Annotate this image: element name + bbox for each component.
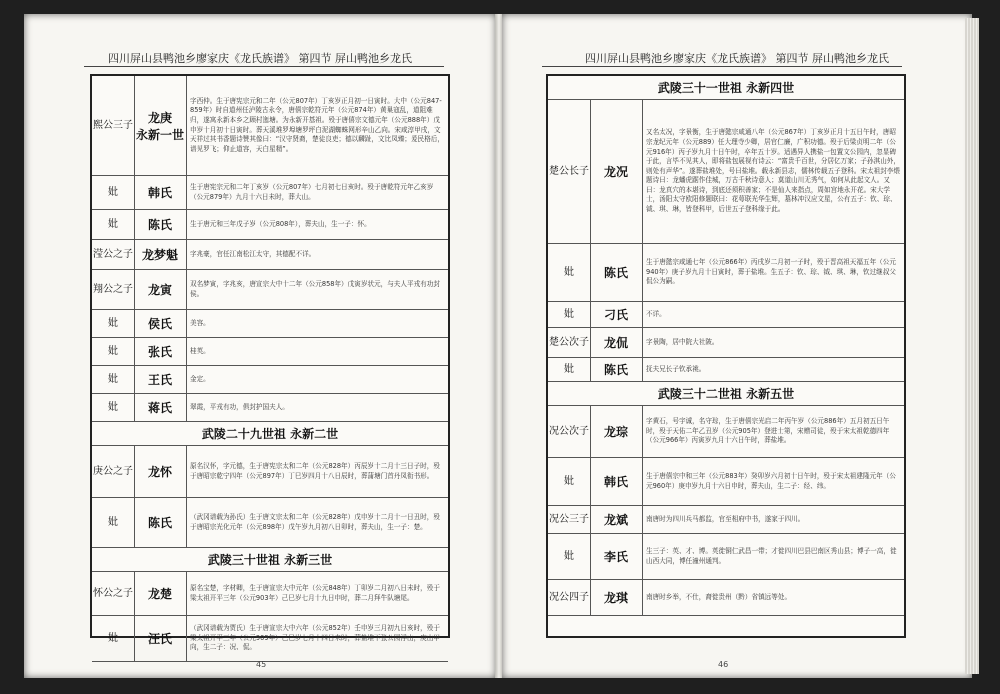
table-row: [92, 176, 448, 210]
biography-text: 桂英。: [190, 346, 210, 355]
header-rule: [542, 66, 902, 67]
relation-cell: 庚公之子: [92, 446, 135, 497]
person-name-cell: 张氏: [134, 338, 187, 365]
biography-text: （武冈谱载为孙氏）生于唐文宗太和二年（公元828年）戊申岁十二月十一日丑时，殁于唐昭宗光化元年（公元898年）戊午岁九月初八日卯时，葬夫山，生一子：楚。: [190, 512, 440, 531]
table-row: [92, 310, 448, 338]
person-name-cell: 李氏: [590, 534, 643, 579]
person-name-cell: 陈氏: [590, 358, 643, 381]
person-name-cell: 龙楚: [134, 572, 187, 615]
relation-cell: 妣: [92, 310, 135, 337]
generation-heading: 武陵三十一世祖 永新四世: [548, 76, 904, 100]
generation-heading: 武陵二十九世祖 永新二世: [92, 422, 448, 446]
biography-text: 生于唐懿宗咸通七年（公元866年）丙戌岁二月初一子时，殁于晋高祖天福五年（公元940年）庚子岁九月十日寅时，葬于盐堆。生五子：钦、琮、钺、琪、琳，钦过继叔父侃公为嗣。: [646, 258, 896, 286]
biography-text: 原名汉怀，字元德，生于唐宪宗太和二年（公元828年）丙辰岁十二月十三日子时，殁于唐昭宗乾宁四年（公元897年）丁巳岁四月十八日辰时，葬蒲塘门首丹凤衔书形。: [190, 461, 440, 480]
table-row: [548, 328, 904, 358]
generation-heading: 武陵三十世祖 永新三世: [92, 548, 448, 572]
biography-text: 生于唐元和三年戊子岁（公元808年），葬夫山，生一子：怀。: [190, 219, 371, 228]
left-page-header: 四川屏山县鸭池乡廖家庆《龙氏族谱》 第四节 屏山鸭池乡龙氏: [108, 52, 412, 65]
person-name-cell: 陈氏: [590, 244, 643, 301]
table-row: [548, 506, 904, 534]
person-name-cell: 王氏: [134, 366, 187, 393]
person-name-cell: 蒋氏: [134, 394, 187, 421]
table-row: [92, 366, 448, 394]
person-name-cell: 陈氏: [134, 498, 187, 547]
biography-text: 字兆豪，官任江南松江太守，其德配不详。: [190, 249, 316, 258]
table-row: [92, 572, 448, 616]
biography-text: 字西仲。生于唐宪宗元和二年（公元807年）丁亥岁正月初一日寅时。大中（公元847-859年）时自道州任泸陵古永令，唐僖宗乾符元年（公元874年）黄巢寇乱，道阻难归，遂寓永新本乡之顾村迤塘。为永新开基祖。殁于唐僖宗文德元年（公元888年）戊申岁十月初十日寅时。葬天溪堆罗埠塘罗坪白泥湖蜘蛛网形辛山乙向。宋咸淳甲戌，文天祥过其书香题诗赞其像曰：“汉守贤裔，楚徒良吏；德以麟趾，文比凤臻；爰民格后，谱见罗飞；仰止道容，天白星精”。: [190, 96, 444, 153]
relation-cell: 妣: [92, 210, 135, 239]
left-page: [24, 14, 496, 678]
table-row: [92, 210, 448, 240]
table-row: [92, 498, 448, 548]
table-row: [92, 616, 448, 662]
relation-cell: 况公三子: [548, 506, 591, 533]
biography-text: 南唐时为四川兵马都监，官至相府中书，遂家于四川。: [646, 514, 805, 523]
relation-cell: 滢公之子: [92, 240, 135, 269]
biography-text: 字黄石，号宇诚，名守琮，生于唐僖宗光启二年丙午岁（公元886年）五月初五日午时，殁于天佑二年乙丑岁（公元905年）登进士第，宋赠司徒，殁于宋太祖乾德四年（公元966年）丙寅岁九月十六日午时，葬盐堆。: [646, 417, 890, 445]
biography-text: 不详。: [646, 309, 666, 318]
person-name-cell: 龙庚 永新一世: [134, 76, 187, 175]
table-row: [548, 534, 904, 580]
table-row: [92, 76, 448, 176]
biography-text: 字景陶，居中院大社陂。: [646, 337, 719, 346]
person-name-cell: 龙寅: [134, 270, 187, 309]
biography-text: 原名宝楚，字材卿，生于唐宣宗大中元年（公元848年）丁卯岁二月初八日未时，殁于梁太祖开平三年（公元903年）己巳岁七月十九日申时，葬二月拜牛队塘尾。: [190, 583, 440, 602]
relation-cell: 妣: [548, 458, 591, 505]
page-edges: [965, 18, 979, 674]
relation-cell: 妣: [92, 338, 135, 365]
right-page-header: 四川屏山县鸭池乡廖家庆《龙氏族谱》 第四节 屏山鸭池乡龙氏: [585, 52, 889, 65]
right-genealogy-table: [546, 74, 906, 638]
person-name-cell: 龙琮: [590, 406, 643, 457]
relation-cell: 怀公之子: [92, 572, 135, 615]
person-name-cell: 刁氏: [590, 302, 643, 327]
relation-cell: 况公次子: [548, 406, 591, 457]
person-name-cell: 龙况: [590, 100, 643, 243]
person-name-cell: 侯氏: [134, 310, 187, 337]
biography-text: 生于唐僖宗中和三年（公元883年）癸卯岁六月初十日午时，殁于宋太祖建隆元年（公元960年）庚申岁九月十六日申时，葬夫山，生二子：经、纬。: [646, 471, 896, 490]
person-name-cell: 龙斌: [590, 506, 643, 533]
person-name-cell: 陈氏: [134, 210, 187, 239]
relation-cell: 楚公次子: [548, 328, 591, 357]
relation-cell: 妣: [548, 534, 591, 579]
person-name-cell: 龙梦魁: [134, 240, 187, 269]
biography-text: 南唐时乡举，不仕，裔徙贵州（黔）省镇远等处。: [646, 592, 792, 601]
header-rule: [84, 66, 444, 67]
biography-text: 生于唐宪宗元和二年丁亥岁（公元807年）七月初七日亥时。殁于唐乾符元年乙亥岁（公元879年）九月十六日未时，葬大山。: [190, 182, 434, 201]
person-name-cell: 龙侃: [590, 328, 643, 357]
biography-text: 美容。: [190, 318, 210, 327]
relation-cell: 翔公之子: [92, 270, 135, 309]
table-row: [548, 458, 904, 506]
relation-cell: 况公四子: [548, 580, 591, 615]
table-row: [548, 302, 904, 328]
table-row: [92, 240, 448, 270]
relation-cell: 熙公三子: [92, 76, 135, 175]
biography-text: 生三子：英、才、博。英徙铜仁武昌一带；才徙四川巴县巴南区秀山县；博子一高，徙山西大同，博任潼州通判。: [646, 546, 897, 565]
biography-text: 翠霞，平戎有功，俱封护国夫人。: [190, 402, 289, 411]
table-row: [548, 358, 904, 382]
biography-text: （武冈谱载为贾氏）生于唐宣宗大中六年（公元852年）壬申岁三月初九日亥时，殁于梁太祖开平三年（公元909年）己巳岁七月十四日未时，葬盐堆下张公园浮山，庚山甲向，生二子：况、侃。: [190, 624, 440, 652]
person-name-cell: 韩氏: [134, 176, 187, 209]
table-row: [548, 244, 904, 302]
person-name-cell: 龙怀: [134, 446, 187, 497]
relation-cell: 妣: [92, 616, 135, 661]
table-row: [92, 338, 448, 366]
table-row: [548, 100, 904, 244]
left-page-number: 45: [256, 660, 267, 669]
biography-text: 又名太况，字景衡，生于唐懿宗咸通八年（公元867年）丁亥岁正月十五日午时，唐昭宗龙纪元年（公元889）任大理寺少卿，居官仁廉，广积功德。殁于后梁贞明二年（公元916年）丙子岁九月十日午时，卒年五十岁。适遇异人携盐一包置文公园内，忽显碑于此，言毕不见其人，即将盐包展视有诗云：“富贵千百世，分居亿万家；子孙淇山外，则处有声华”。遂葬盐堆处，号曰盐堆。载永新县志，儒林传载五子登科。宋太祖封李煨题诗曰：龙蟠虎踞作佳城，万古千秋诗意人；莫道山川无秀气，如何从此起文人。又曰：龙真穴的本堪诗，到底还须积善家；不是仙人来指点，周如宫地永开花。宋大学士，汤阳太守欧阳修题联曰：花萼联光华生辉，墓林冲汉应文星，公有五子：钦、琮、钺、琪、琳，皆登科甲，后世五子登科缘于此。: [646, 128, 900, 214]
biography-text: 抚夫兄长子钦承祧。: [646, 364, 706, 373]
right-page-number: 46: [718, 660, 729, 669]
table-row: [92, 446, 448, 498]
table-row: [92, 270, 448, 310]
relation-cell: 妣: [92, 176, 135, 209]
person-name-cell: 汪氏: [134, 616, 187, 661]
relation-cell: 妣: [92, 394, 135, 421]
table-row: [92, 394, 448, 422]
table-row: [548, 406, 904, 458]
person-name-cell: 龙琪: [590, 580, 643, 615]
biography-text: 双名梦寅，字兆亥，唐宣宗大中十二年（公元858年）戊寅岁状元，与夫人平戎有功封侯。: [190, 279, 440, 298]
relation-cell: 妣: [548, 302, 591, 327]
relation-cell: 楚公长子: [548, 100, 591, 243]
right-page: [502, 14, 972, 678]
relation-cell: 妣: [548, 244, 591, 301]
biography-text: 金定。: [190, 374, 210, 383]
generation-heading: 武陵三十二世祖 永新五世: [548, 382, 904, 406]
table-row: [548, 580, 904, 616]
relation-cell: 妣: [92, 366, 135, 393]
left-genealogy-table: [90, 74, 450, 652]
person-name-cell: 韩氏: [590, 458, 643, 505]
relation-cell: 妣: [92, 498, 135, 547]
relation-cell: 妣: [548, 358, 591, 381]
